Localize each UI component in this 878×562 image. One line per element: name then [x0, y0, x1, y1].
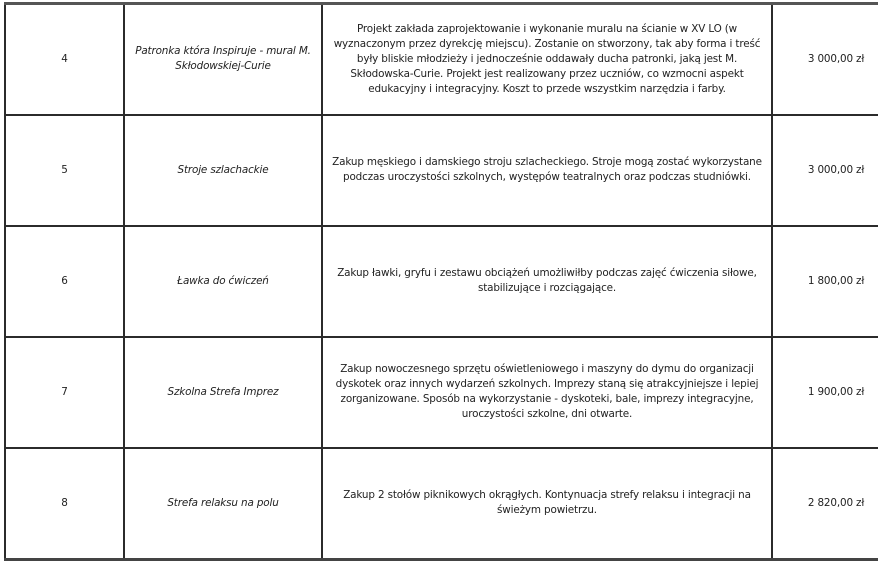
- project-cost: 1 900,00 zł: [772, 337, 878, 448]
- project-description: [322, 448, 772, 560]
- table-row: [5, 115, 878, 226]
- project-description: [322, 226, 772, 337]
- project-name-text: Szkolna Strefa Imprez: [167, 385, 279, 398]
- project-number: 5: [5, 115, 124, 226]
- table-row: [5, 448, 878, 560]
- project-name: [124, 337, 322, 448]
- project-name: [124, 115, 322, 226]
- project-name-text: Patronka która Inspiruje - mural M. Skłodowskiej-Curie: [135, 45, 311, 73]
- table-row: [5, 4, 878, 115]
- projects-table: [4, 2, 878, 561]
- project-description-text: Zakup nowoczesnego sprzętu oświetleniowego i maszyny do dymu do organizacji dyskotek oraz innych wydarzeń szkolnych. Imprezy staną się atrakcyjniejsze i lepiej zorganizowane. Sposób na wykorzystanie - dyskoteki, bale, imprezy integracyjne, uroczystości szkolne, dni otwarte.: [335, 363, 759, 420]
- project-name-text: Ławka do ćwiczeń: [177, 274, 269, 287]
- project-cost: 3 000,00 zł: [772, 4, 878, 115]
- project-description-text: Projekt zakłada zaprojektowanie i wykonanie muralu na ścianie w XV LO (w wyznaczonym przez dyrekcję miejscu). Zostanie on stworzony, tak aby forma i treść były bliskie młodzieży i jednocześnie oddawały ducha patronki, jaką jest M. Skłodowska-Curie. Projekt jest realizowany przez uczniów, co wzmocni aspekt edukacyjny i integracyjny. Koszt to przede wszystkim narzędzia i farby.: [333, 22, 761, 95]
- project-description: [322, 4, 772, 115]
- table-row: [5, 226, 878, 337]
- project-name: [124, 4, 322, 115]
- project-description-text: Zakup męskiego i damskiego stroju szlacheckiego. Stroje mogą zostać wykorzystane podczas uroczystości szkolnych, występów teatralnych oraz podczas studniówki.: [332, 156, 762, 183]
- project-description-text: Zakup 2 stołów piknikowych okrągłych. Kontynuacja strefy relaksu i integracji na świeżym powietrzu.: [343, 489, 751, 517]
- project-number: 4: [5, 4, 124, 115]
- project-cost: 2 820,00 zł: [772, 448, 878, 560]
- project-name-text: Stroje szlachackie: [177, 163, 269, 176]
- project-name-text: Strefa relaksu na polu: [167, 496, 279, 509]
- project-description-text: Zakup ławki, gryfu i zestawu obciążeń umożliwiłby podczas zajęć ćwiczenia siłowe, stabilizujące i rozciągające.: [337, 267, 757, 294]
- project-name: [124, 448, 322, 560]
- project-cost: 3 000,00 zł: [772, 115, 878, 226]
- project-name: [124, 226, 322, 337]
- project-number: 6: [5, 226, 124, 337]
- project-number: 7: [5, 337, 124, 448]
- project-number: 8: [5, 448, 124, 560]
- project-description: [322, 115, 772, 226]
- project-cost: 1 800,00 zł: [772, 226, 878, 337]
- table-row: [5, 337, 878, 448]
- project-description: [322, 337, 772, 448]
